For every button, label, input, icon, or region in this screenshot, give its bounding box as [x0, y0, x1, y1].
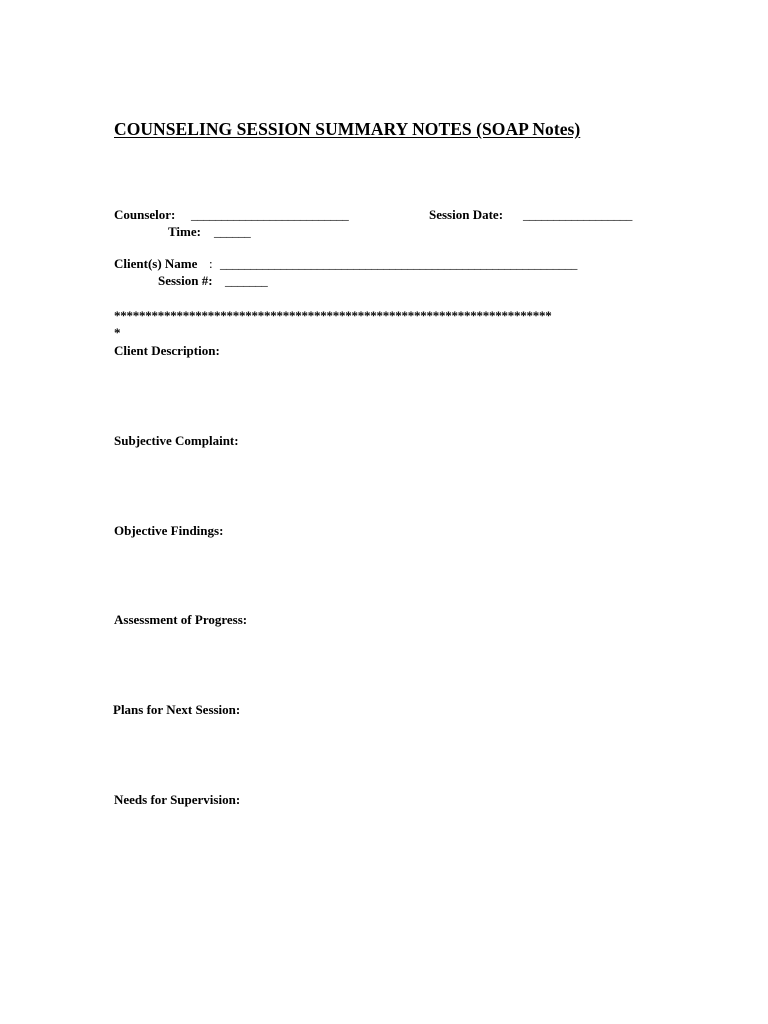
session-number-field[interactable]: _______ [225, 273, 268, 288]
section-client-description: Client Description: [114, 343, 220, 358]
counselor-field[interactable]: __________________________ [191, 207, 349, 222]
time-field[interactable]: ______ [214, 224, 251, 239]
section-plans-for-next-session: Plans for Next Session: [113, 702, 241, 717]
session-date-field[interactable]: __________________ [523, 207, 632, 222]
client-name-colon: : [209, 256, 213, 271]
asterisk-separator-wrap: * [114, 325, 121, 340]
counselor-label: Counselor: [114, 207, 176, 222]
session-date-label: Session Date: [429, 207, 504, 222]
document-title: COUNSELING SESSION SUMMARY NOTES (SOAP Notes) [114, 119, 581, 139]
section-assessment-of-progress: Assessment of Progress: [114, 612, 248, 627]
session-number-label: Session #: [158, 273, 213, 288]
section-objective-findings: Objective Findings: [114, 523, 224, 538]
client-name-label: Client(s) Name [114, 256, 198, 271]
time-label: Time: [168, 224, 201, 239]
section-needs-for-supervision: Needs for Supervision: [114, 792, 241, 807]
section-subjective-complaint: Subjective Complaint: [114, 433, 239, 448]
client-name-field[interactable]: ___________________________________________________________ [220, 256, 577, 271]
asterisk-separator: ********************************************************************** [114, 308, 552, 323]
